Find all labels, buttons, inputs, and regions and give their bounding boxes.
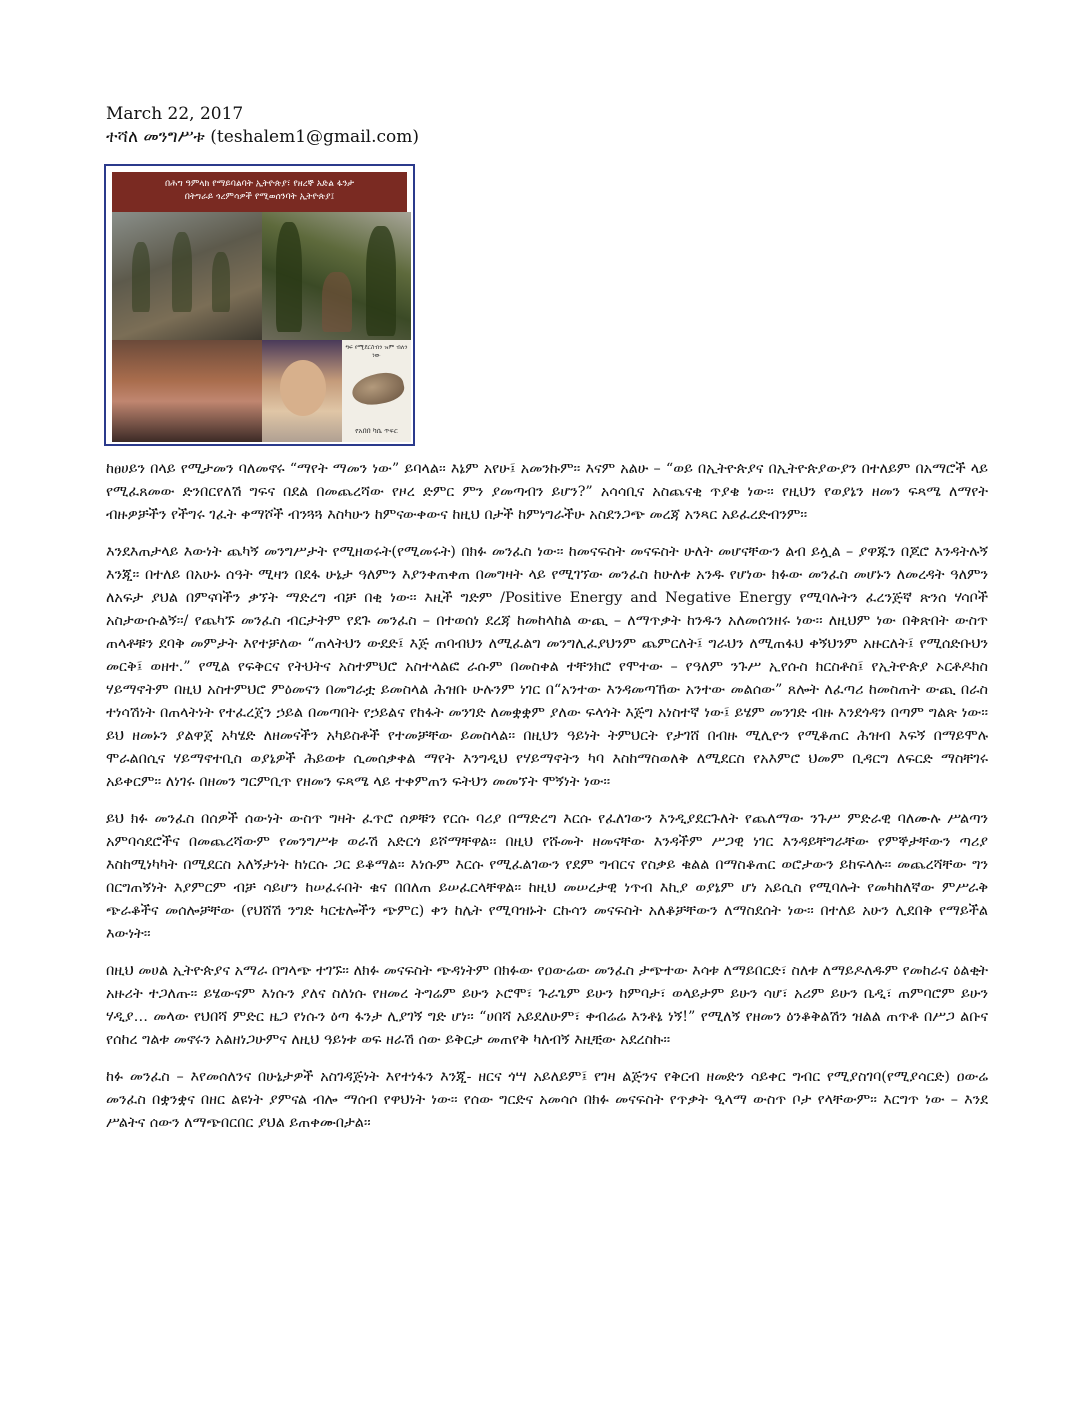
photo-fingernail bbox=[342, 340, 411, 442]
paragraph-5: ከፉ መንፈስ – እየመሰለንና በሁኔታዎች አስገዳጅነት እየተነፋን እንጂ- ዘርና ጎሣ አይለይም፤ የገዛ ልጅንና የቅርብ ዘመድን ሳይቀር ግብር የሚያስገባ(የሚያሳርድ) ዐውሬ መንፈስ በቋንቋና በዘር ልዩነት ያምናል ብሎ ማሰብ የዋህነት ነው፡፡ የሰው ግርድና አመሳሶ በክፉ መናፍስት የጥቃት ዒላማ ውስጥ ቦታ የላቸውም፡፡ እርግጥ ነው – እንደ ሥልትና ሰውን ለማጭበርበር ያህል ይጠቀሙበታል፡፡ bbox=[106, 1069, 988, 1131]
photo-soldiers-guard bbox=[262, 212, 411, 340]
photo-crying-child bbox=[262, 340, 342, 442]
photo-injured-victims bbox=[112, 340, 262, 442]
banner-line-1: በሕግ ዓምላክ የማይባልባት ኢትዮጵያ፣ የዘረኞ አድል ፋንታ bbox=[164, 179, 355, 189]
photo-collage bbox=[104, 164, 415, 446]
paragraph-1: ከፀሀይን በላይ የሚታመን ባለመኖሩ “ማየት ማመን ነው” ይባላል፡፡ እኔም አየሁ፤ አመንኩም፡፡ እናም አልሁ – “ወይ በኢትዮጵያና በኢትዮጵያውያን በተለይም በአማሮች ላይ የሚፈጸመው ድንበርየለሽ ግፍና በደል በመጨረሻው የዞረ ድምር ምን ያመጣብን ይሆን?” አሳሳቢና አስጨናቂ ጥያቄ ነው፡፡ የዚህን የወያኔን ዘመን ፍጻሜ ለማየት ብዙዎቻችን የችግሩ ገፈት ቀማሾች ብንጓጓ እስካሁን ከምናውቀውና ከዚህ በታች ከምነግራችሁ አስደንጋጭ መረጃ አንጻር አይፈረድብንም፡፡ bbox=[106, 461, 988, 523]
author-line: ተሻለ መንግሥቱ (teshalem1@gmail.com) bbox=[106, 127, 419, 147]
banner-line-2: በትግራይ ጎረምሳዎች የሚወሰንባት ኢትዮጵያ፤ bbox=[184, 192, 335, 202]
fingernail-image bbox=[349, 369, 406, 409]
article-date: March 22, 2017 bbox=[106, 104, 244, 124]
caption-bottom: የአበበ ካሴ ጥፍር bbox=[355, 427, 398, 435]
caption-top: ግፍ የሚደርስብን ዝም ብለን ነው bbox=[345, 344, 408, 359]
paragraph-2: እንደእጠታላይ እውነት ጨካኝ መንግሥታት የሚዘወሩት(የሚመሩት) በክፉ መንፈስ ነው፡፡ ከመናፍስት መናፍስት ሁለት መሆናቸውን ልብ ይሏል – ያዋጁን በጆሮ እንዳትሉኝ እንጂ፡፡ በተለይ በአሁኑ ሰዓት ሚዛን በደፋ ሁኔታ ዓለምን እያንቀጠቀጠ በመግዛት ላይ የሚገኘው መንፈስ ከሁለቱ አንዱ የሆነው ክፉው መንፈስ መሆኑን ለመረዳት ዓለምን ለአፍታ ያህል በምናባችን ቃኘት ማድረግ ብቻ በቂ ነው፡፡ እዚች ግድም /Positive Energy and Negative Energy የሚባሉትን ፈረንጅኛ ጽንሰ ሃሳቦች አስታውሱልኝ፡፡/ የጨካኙ መንፈስ ብርታትም የደጉ መንፈስ – በተወሰነ ደረጃ ከመከላከል ውጪ – ለማጥቃት ከንዱን አለመሰንዘሩ ነው፡፡ ለዚህም ነው በቅጽበት ውስጥ ጠላቶቹን ደባቅ መምታት እየተቻለው “ጠላትህን ውደድ፤ እጅ ጠባብህን ለሚፈልግ መንግሊፈያህንም ጨምርለት፤ ግራህን ለሚጠፋህ ቀኝህንም አዙርለት፤ የሚሰድቡህን መርቅ፤ ወዘተ.” የሚል የፍቅርና የትህትና አስተምህሮ አስተላልፎ ራሱም በመስቀል ተቸንክሮ የሞተው – የዓለም ንጉሥ ኢየሱስ ክርስቶስ፤ የኢትዮጵያ ኦርቶዶክስ ሃይማኖትም በዚህ አስተምህሮ ምዕመናን በመግራቷ ይመስላል ሕዝቡ ሁሉንም ነገር በ“አንተው እንዳመጣኸው አንተው መልሰው” ጸሎት ለፈጣሪ ከመስጠት ውጪ በራስ ተነሳሽነት በጠላትነት የተፈረጀን ኃይል በመጣበት የኃይልና የከፋት መንገድ ለመቋቋም ያለው ፍላጎት እጅግ አነስተኛ ነው፤ ይሄም መንገድ ብዙ እንደጎዳን በጣም ግልጽ ነው፡፡ ይህ ዘመኑን ያልዋጀ አካሄድ ለዘመናችን አካይስቶች የተመቻቸው ይመስላል፡፡ በዚህን ዓይነት ትምህርት የታገሸ በብዙ ሚሊዮን የሚቆጠር ሕዝብ እፍኝ በማይሞሉ ሞራልበሲና ሃይማኖተቢስ ወያኔዎች ሕይወቱ ሲመሰቃቀል ማየት እንግዲህ የሃይማኖትን ካባ እስከማስወለቅ ለሚደርስ የአእምሮ ህመም ቢዳርግ ለፍርድ ማስቸገሩ አይቀርም፡፡ ለነገሩ በዘመን ግርምቢጥ የዘመን ፍጻሜ ላይ ተቀምጠን ፍትህን መመኘት ሞኝነት ነው፡፡ bbox=[106, 544, 988, 790]
photo-soldiers-detention bbox=[112, 212, 262, 340]
collage-banner bbox=[112, 172, 407, 212]
paragraph-3: ይህ ክፉ መንፈስ በሰዎች ሰውነት ውስጥ ግዛት ፈጥሮ ሰዎቹን የርሱ ባሪያ በማድረግ እርሱ የፈለገውን እንዲያደርጉለት የጨለማው ንጉሥ ምድራዊ ባለሙሉ ሥልጣን አምባሳደሮችና በመጨረሻውም የመንግሥቱ ወራሽ አድርጎ ይሾማቸዋል፡፡ በዚህ የሹመት ዘመናቸው እንዳችም ሥጋዊ ነገር እንዳይቸግራቸው የምኞታቸውን ጣሪያ እስከሚነካካት በሚደርስ አለኝታነት ከነርሱ ጋር ይቆማል፡፡ እነሱም እርሱ የሚፈልገውን የደም ግብርና የስቃይ ቁልል በማስቆጠር ወሮታውን ይከፍላሉ፡፡ መጨረሻቸው ግን በርግጠኝነት እያምርም ብቻ ሳይሆን ከሠፈሩበት ቁና በበለጠ ይሠፈርላቸዋል፡፡ ከዚህ መሠረታዊ ነጥብ እኪያ ወያኔም ሆነ አይሲስ የሚባሉት የመካከለኛው ምሥራቅ ጭራቆችና መሰሎቻቸው (የህሸሽ ንግድ ካርቴሎችን ጭምር) ቀን ከሌት የሚባዝኑት ርኩሳን መናፍስት አለቆቻቸውን ለማስደሰት ነው፡፡ በተለይ አሁን ሊደበቅ የማይችል እውነት፡፡ bbox=[106, 811, 988, 942]
paragraph-4: በዚህ መሀል ኢትዮጵያና አማራ በግላጭ ተገኙ፡፡ ለክፉ መናፍስት ጭዳነትም በክፉው የዐውሬው መንፈስ ታጭተው እሳቱ ለማይበርድ፣ ስለቱ ለማይዶለዱም የመከራና ዕልቂት አዙሪት ተጋለጡ፡፡ ይሄውናም እነሱን ያለና ስለነሱ የዘመረ ትግሬም ይሁን ኦሮሞ፣ ጉራጌም ይሁን ከምባታ፣ ወላይታም ይሁን ሳሆ፣ አሪም ይሁን ቤዲ፣ ጠምባሮም ይሁን ሃዲያ… መላው የህበሻ ምድር ዜጋ የነሱን ዕጣ ፋንታ ሊያገኝ ግድ ሆነ፡፡ “ሀበሻ አይደለሁም፣ ቀብሬሬ እንቶኔ ነኝ!” የሚለኝ የዘመን ዕንቆቅልሽን ዝልል ጠጥቶ በሥጋ ልቡና የሰከረ ግልቱ መኖሩን አልዘነጋሁምና ለዚህ ዓይነቱ ወፍ ዘራሽ ሰው ይቅርታ መጠየቅ ካለብኝ እዚቺው አደረስኩ፡፡ bbox=[106, 963, 988, 1048]
article-body bbox=[106, 458, 988, 1149]
